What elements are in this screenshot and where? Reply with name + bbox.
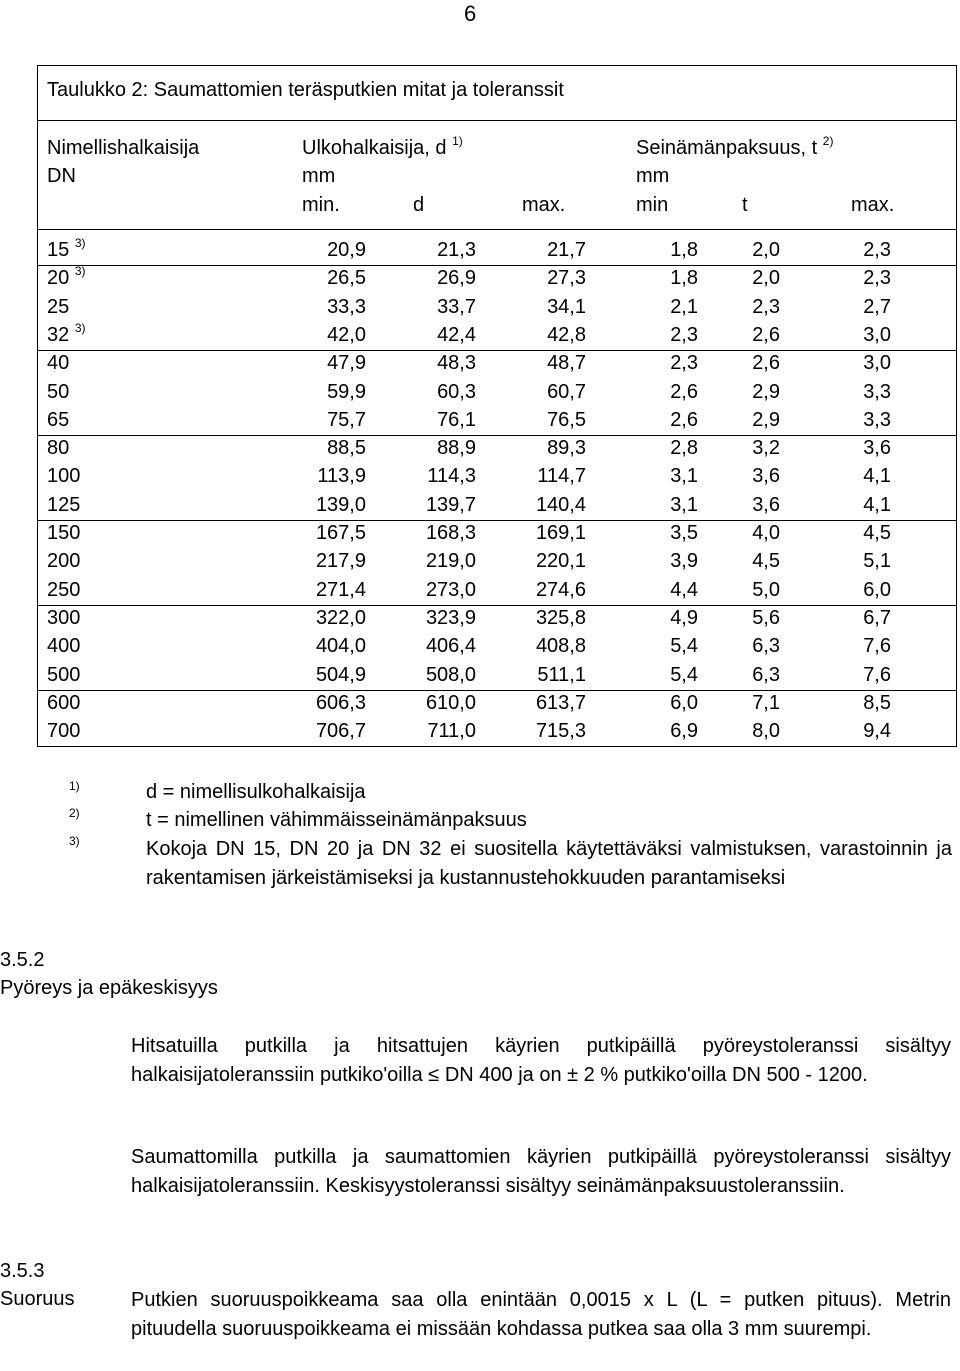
value-cell: 8,0 [752,720,780,743]
value-cell: 2,3 [670,323,698,346]
subheader-max: max. [522,194,566,216]
value-cell: 2,9 [752,380,780,403]
dn-value: 15 [47,239,70,261]
value-cell: 3,0 [863,323,891,346]
dn-value: 100 [47,465,81,488]
value-cell: 33,7 [437,295,476,318]
value-cell: 6,9 [670,720,698,743]
section-title: Pyöreys ja epäkeskisyys [0,977,218,999]
value-cell: 3,1 [670,493,698,516]
header-od-label: Ulkohalkaisija, d [302,137,447,159]
value-cell: 5,0 [752,578,780,601]
dn-cell [47,604,80,633]
dn-cell [47,547,80,576]
value-cell: 42,0 [327,323,366,346]
dn-cell [47,689,80,718]
value-cell: 2,1 [670,295,698,318]
value-cell: 42,8 [547,323,586,346]
dn-value: 700 [47,720,81,743]
value-cell: 1,8 [670,239,698,261]
value-cell: 6,3 [752,635,780,658]
value-cell: 2,3 [863,239,891,261]
value-cell: 2,3 [670,352,698,375]
subheader-min: min [636,194,669,216]
footnote-mark: 1) [69,779,80,793]
value-cell: 60,7 [547,380,586,403]
paragraph: Saumattomilla putkilla ja saumattomien käyrien putkipäillä pyöreystoleranssi sisältyy halkaisijatoleranssiin. Keskisyystoleranssi sisältyy seinämänpaksuustoleranssiin. [131,1146,951,1197]
section-number: 3.5.2 [0,949,45,971]
dn-value: 500 [47,663,81,686]
value-cell: 6,3 [752,663,780,686]
value-cell: 4,5 [863,522,891,544]
value-cell: 2,9 [752,408,780,431]
value-cell: 322,0 [315,606,366,629]
footnote-text: Kokoja DN 15, DN 20 ja DN 32 ei suositella käytettäväksi valmistuksen, varastoinnin ja rakentamisen järkeistämiseksi ja kustannustehokkuuden parantamiseksi [146,838,952,889]
value-cell: 4,5 [752,550,780,573]
value-cell: 47,9 [327,352,366,375]
value-cell: 20,9 [327,239,366,261]
value-cell: 48,3 [437,352,476,375]
dn-value: 20 [47,267,70,290]
value-cell: 406,4 [425,635,476,658]
dn-value: 400 [47,635,81,658]
value-cell: 114,3 [427,465,476,488]
value-cell: 113,9 [317,465,366,488]
value-cell: 4,4 [670,578,698,601]
value-cell: 5,6 [752,606,780,629]
header-wall-thickness [636,134,833,164]
dn-value: 150 [47,522,81,544]
value-cell: 5,4 [670,635,698,658]
value-cell: 89,3 [547,437,586,460]
value-cell: 7,1 [752,691,780,714]
table-divider [37,229,957,230]
value-cell: 8,5 [863,691,891,714]
subheader-t: t [742,194,748,216]
header-od-unit: mm [302,165,336,187]
value-cell: 511,1 [537,663,586,686]
value-cell: 34,1 [547,295,586,318]
value-cell: 271,4 [315,578,366,601]
value-cell: 1,8 [670,267,698,290]
value-cell: 508,0 [425,663,476,686]
dn-value: 200 [47,550,81,573]
dn-cell [47,378,69,407]
value-cell: 167,5 [315,522,366,544]
footnote-ref: 2) [822,134,834,148]
dn-cell [47,236,85,267]
value-cell: 3,9 [670,550,698,573]
dn-value: 50 [47,380,70,403]
dn-cell [47,321,85,352]
footnote-mark: 3) [69,834,80,848]
dn-value: 600 [47,691,81,714]
value-cell: 7,6 [863,663,891,686]
value-cell: 114,7 [537,465,586,488]
value-cell: 76,5 [547,408,586,431]
page-number: 6 [464,1,477,26]
table-divider [37,520,957,521]
value-cell: 59,9 [327,380,366,403]
value-cell: 3,0 [863,352,891,375]
header-wall-label: Seinämänpaksuus, t [636,137,818,159]
value-cell: 5,4 [670,663,698,686]
footnote-ref: 1) [452,134,463,148]
footnote-text: t = nimellinen vähimmäisseinämänpaksuus [146,809,527,831]
value-cell: 4,0 [752,522,780,544]
value-cell: 408,8 [535,635,586,658]
value-cell: 219,0 [425,550,476,573]
footnote-text: d = nimellisulkohalkaisija [146,781,366,803]
value-cell: 42,4 [437,323,476,346]
dn-cell [47,632,80,661]
table-divider [37,120,957,121]
dn-cell [47,434,69,463]
dn-cell [47,576,80,605]
value-cell: 169,1 [535,522,586,544]
dn-cell [47,661,80,690]
section-number: 3.5.3 [0,1260,45,1282]
dn-value: 300 [47,606,81,629]
value-cell: 88,5 [327,437,366,460]
value-cell: 325,8 [535,606,586,629]
value-cell: 2,6 [670,380,698,403]
dn-value: 32 [47,323,70,346]
header-dn-line1: Nimellishalkaisija [47,137,200,159]
value-cell: 6,0 [670,691,698,714]
value-cell: 2,6 [670,408,698,431]
table-divider [37,435,957,436]
dn-value: 250 [47,578,81,601]
dn-cell [47,349,69,378]
value-cell: 2,6 [752,352,780,375]
value-cell: 21,3 [437,239,476,261]
value-cell: 60,3 [437,380,476,403]
footnote-mark: 2) [69,806,80,820]
dn-cell [47,462,80,491]
value-cell: 273,0 [425,578,476,601]
dn-value: 65 [47,408,70,431]
dn-cell [47,293,69,322]
table-divider [37,690,957,691]
footnote-ref: 3) [74,320,86,335]
subheader-max: max. [851,194,895,216]
value-cell: 88,9 [437,437,476,460]
dn-value: 40 [47,352,70,375]
value-cell: 3,6 [863,437,891,460]
value-cell: 3,3 [863,408,891,431]
value-cell: 26,5 [327,267,366,290]
value-cell: 168,3 [425,522,476,544]
footnote-ref: 3) [74,236,86,250]
footnote-ref: 3) [74,264,86,279]
value-cell: 3,2 [752,437,780,460]
value-cell: 323,9 [425,606,476,629]
section-title: Suoruus [0,1288,75,1310]
dn-cell [47,717,80,746]
value-cell: 706,7 [315,720,366,743]
subheader-min: min. [302,194,340,216]
header-dn-line2: DN [47,165,76,187]
value-cell: 404,0 [315,635,366,658]
value-cell: 27,3 [547,267,586,290]
value-cell: 21,7 [547,239,586,261]
dn-cell [47,519,80,548]
value-cell: 2,3 [863,267,891,290]
value-cell: 4,1 [863,465,891,488]
value-cell: 2,3 [752,295,780,318]
value-cell: 3,6 [752,465,780,488]
value-cell: 715,3 [535,720,586,743]
value-cell: 6,7 [863,606,891,629]
value-cell: 140,4 [535,493,586,516]
value-cell: 33,3 [327,295,366,318]
table-divider [37,265,957,266]
value-cell: 3,5 [670,522,698,544]
value-cell: 7,6 [863,635,891,658]
value-cell: 6,0 [863,578,891,601]
value-cell: 613,7 [535,691,586,714]
value-cell: 3,3 [863,380,891,403]
value-cell: 9,4 [863,720,891,743]
value-cell: 4,9 [670,606,698,629]
dn-cell [47,406,69,435]
dn-value: 80 [47,437,70,460]
table-divider [37,605,957,606]
value-cell: 48,7 [547,352,586,375]
dn-value: 25 [47,295,70,318]
value-cell: 76,1 [437,408,476,431]
value-cell: 274,6 [535,578,586,601]
value-cell: 4,1 [863,493,891,516]
value-cell: 2,6 [752,323,780,346]
value-cell: 610,0 [425,691,476,714]
dn-cell [47,264,85,295]
paragraph: Putkien suoruuspoikkeama saa olla enintään 0,0015 x L (L = putken pituus). Metrin pituudella suoruuspoikkeama ei missään kohdassa putkea saa olla 3 mm suurempi. [131,1289,951,1340]
value-cell: 139,0 [315,493,366,516]
value-cell: 3,6 [752,493,780,516]
header-wall-unit: mm [636,165,670,187]
dimensions-table [37,65,957,747]
value-cell: 2,0 [752,239,780,261]
value-cell: 2,7 [863,295,891,318]
subheader-d: d [413,194,425,216]
value-cell: 504,9 [315,663,366,686]
header-outer-diameter [302,134,463,164]
value-cell: 220,1 [535,550,586,573]
value-cell: 75,7 [327,408,366,431]
value-cell: 3,1 [670,465,698,488]
value-cell: 26,9 [437,267,476,290]
table-divider [37,350,957,351]
dn-value: 125 [47,493,81,516]
table-caption: Taulukko 2: Saumattomien teräsputkien mitat ja toleranssit [47,79,564,101]
value-cell: 711,0 [427,720,476,743]
value-cell: 139,7 [425,493,476,516]
paragraph: Hitsatuilla putkilla ja hitsattujen käyrien putkipäillä pyöreystoleranssi sisältyy halkaisijatoleranssiin putkiko'oilla ≤ DN 400 ja on ± 2 % putkiko'oilla DN 500 - 1200. [131,1035,951,1086]
value-cell: 606,3 [315,691,366,714]
value-cell: 5,1 [863,550,891,573]
dn-cell [47,491,80,520]
value-cell: 217,9 [315,550,366,573]
value-cell: 2,0 [752,267,780,290]
value-cell: 2,8 [670,437,698,460]
